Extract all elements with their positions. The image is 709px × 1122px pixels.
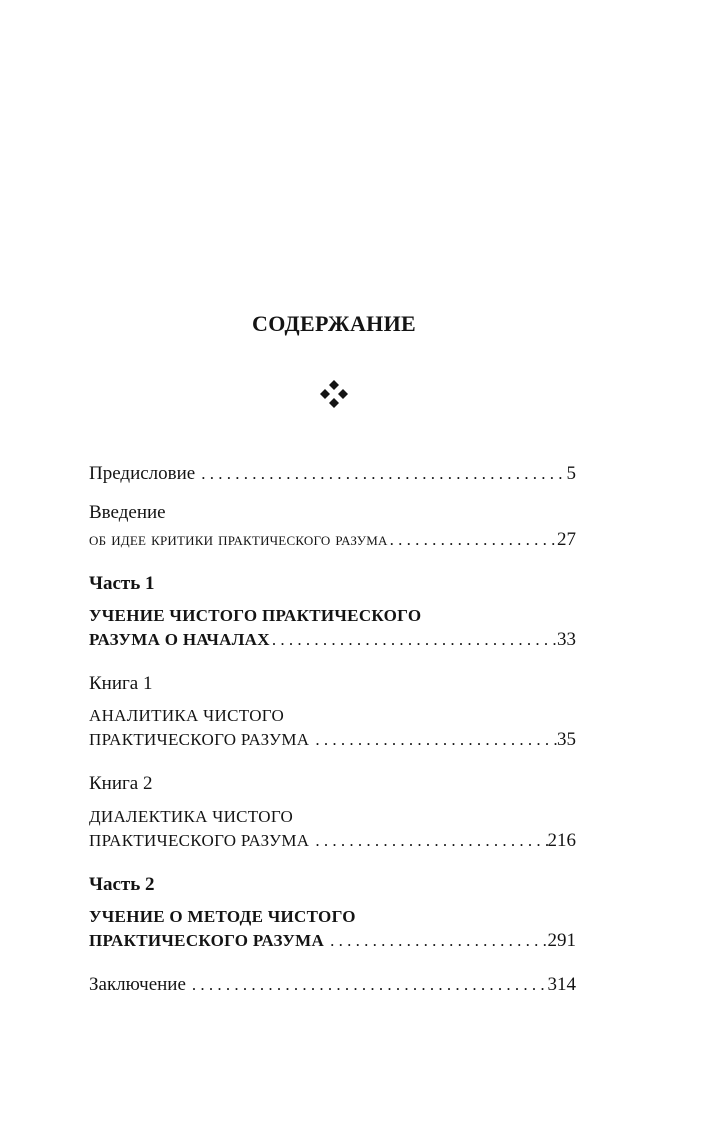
dot-leader	[315, 829, 547, 853]
toc-title: ПРАКТИЧЕСКОГО РАЗУМА	[89, 730, 310, 749]
toc-title-book1-line1: АНАЛИТИКА ЧИСТОГО	[89, 706, 285, 725]
toc-page-number: 216	[547, 830, 576, 851]
toc-subtitle: об идее критики практического разума	[89, 529, 388, 550]
page-title: СОДЕРЖАНИЕ	[252, 311, 416, 336]
toc-title-book2-line1: ДИАЛЕКТИКА ЧИСТОГО	[89, 807, 294, 826]
toc-page-number: 35	[557, 729, 576, 750]
dot-leader	[315, 728, 557, 752]
toc-entry-introduction[interactable]	[89, 528, 576, 552]
dot-leader	[192, 973, 548, 997]
toc-page-number: 33	[557, 629, 576, 650]
toc-title: ПРАКТИЧЕСКОГО РАЗУМА	[89, 931, 325, 950]
toc-page-number: 314	[547, 974, 576, 995]
toc-page-number: 27	[557, 529, 576, 550]
toc-page-number: 5	[566, 463, 576, 484]
toc-label-introduction: Введение	[89, 502, 166, 523]
toc-label: Заключение	[89, 974, 186, 995]
dot-leader	[390, 528, 557, 552]
toc-label-part2: Часть 2	[89, 874, 155, 895]
toc-entry-part1[interactable]	[89, 628, 576, 652]
four-diamond-ornament-icon	[318, 378, 350, 410]
toc-title: ПРАКТИЧЕСКОГО РАЗУМА	[89, 831, 310, 850]
toc-label-book2: Книга 2	[89, 773, 153, 794]
toc-page-number: 291	[547, 930, 576, 951]
toc-title-part2-line1: УЧЕНИЕ О МЕТОДЕ ЧИСТОГО	[89, 907, 356, 926]
dot-leader	[201, 462, 566, 486]
toc-label-part1: Часть 1	[89, 573, 155, 594]
toc-entry-part2[interactable]	[89, 929, 576, 953]
toc-label: Предисловие	[89, 463, 196, 484]
toc-entry-book1[interactable]	[89, 728, 576, 752]
toc-entry-conclusion[interactable]	[89, 973, 576, 997]
toc-entry-preface[interactable]	[89, 462, 576, 486]
toc-title-part1-line1: УЧЕНИЕ ЧИСТОГО ПРАКТИЧЕСКОГО	[89, 606, 422, 625]
dot-leader	[272, 628, 557, 652]
toc-label-book1: Книга 1	[89, 673, 153, 694]
toc-title: РАЗУМА О НАЧАЛАХ	[89, 630, 270, 649]
toc-entry-book2[interactable]	[89, 829, 576, 853]
dot-leader	[330, 929, 547, 953]
